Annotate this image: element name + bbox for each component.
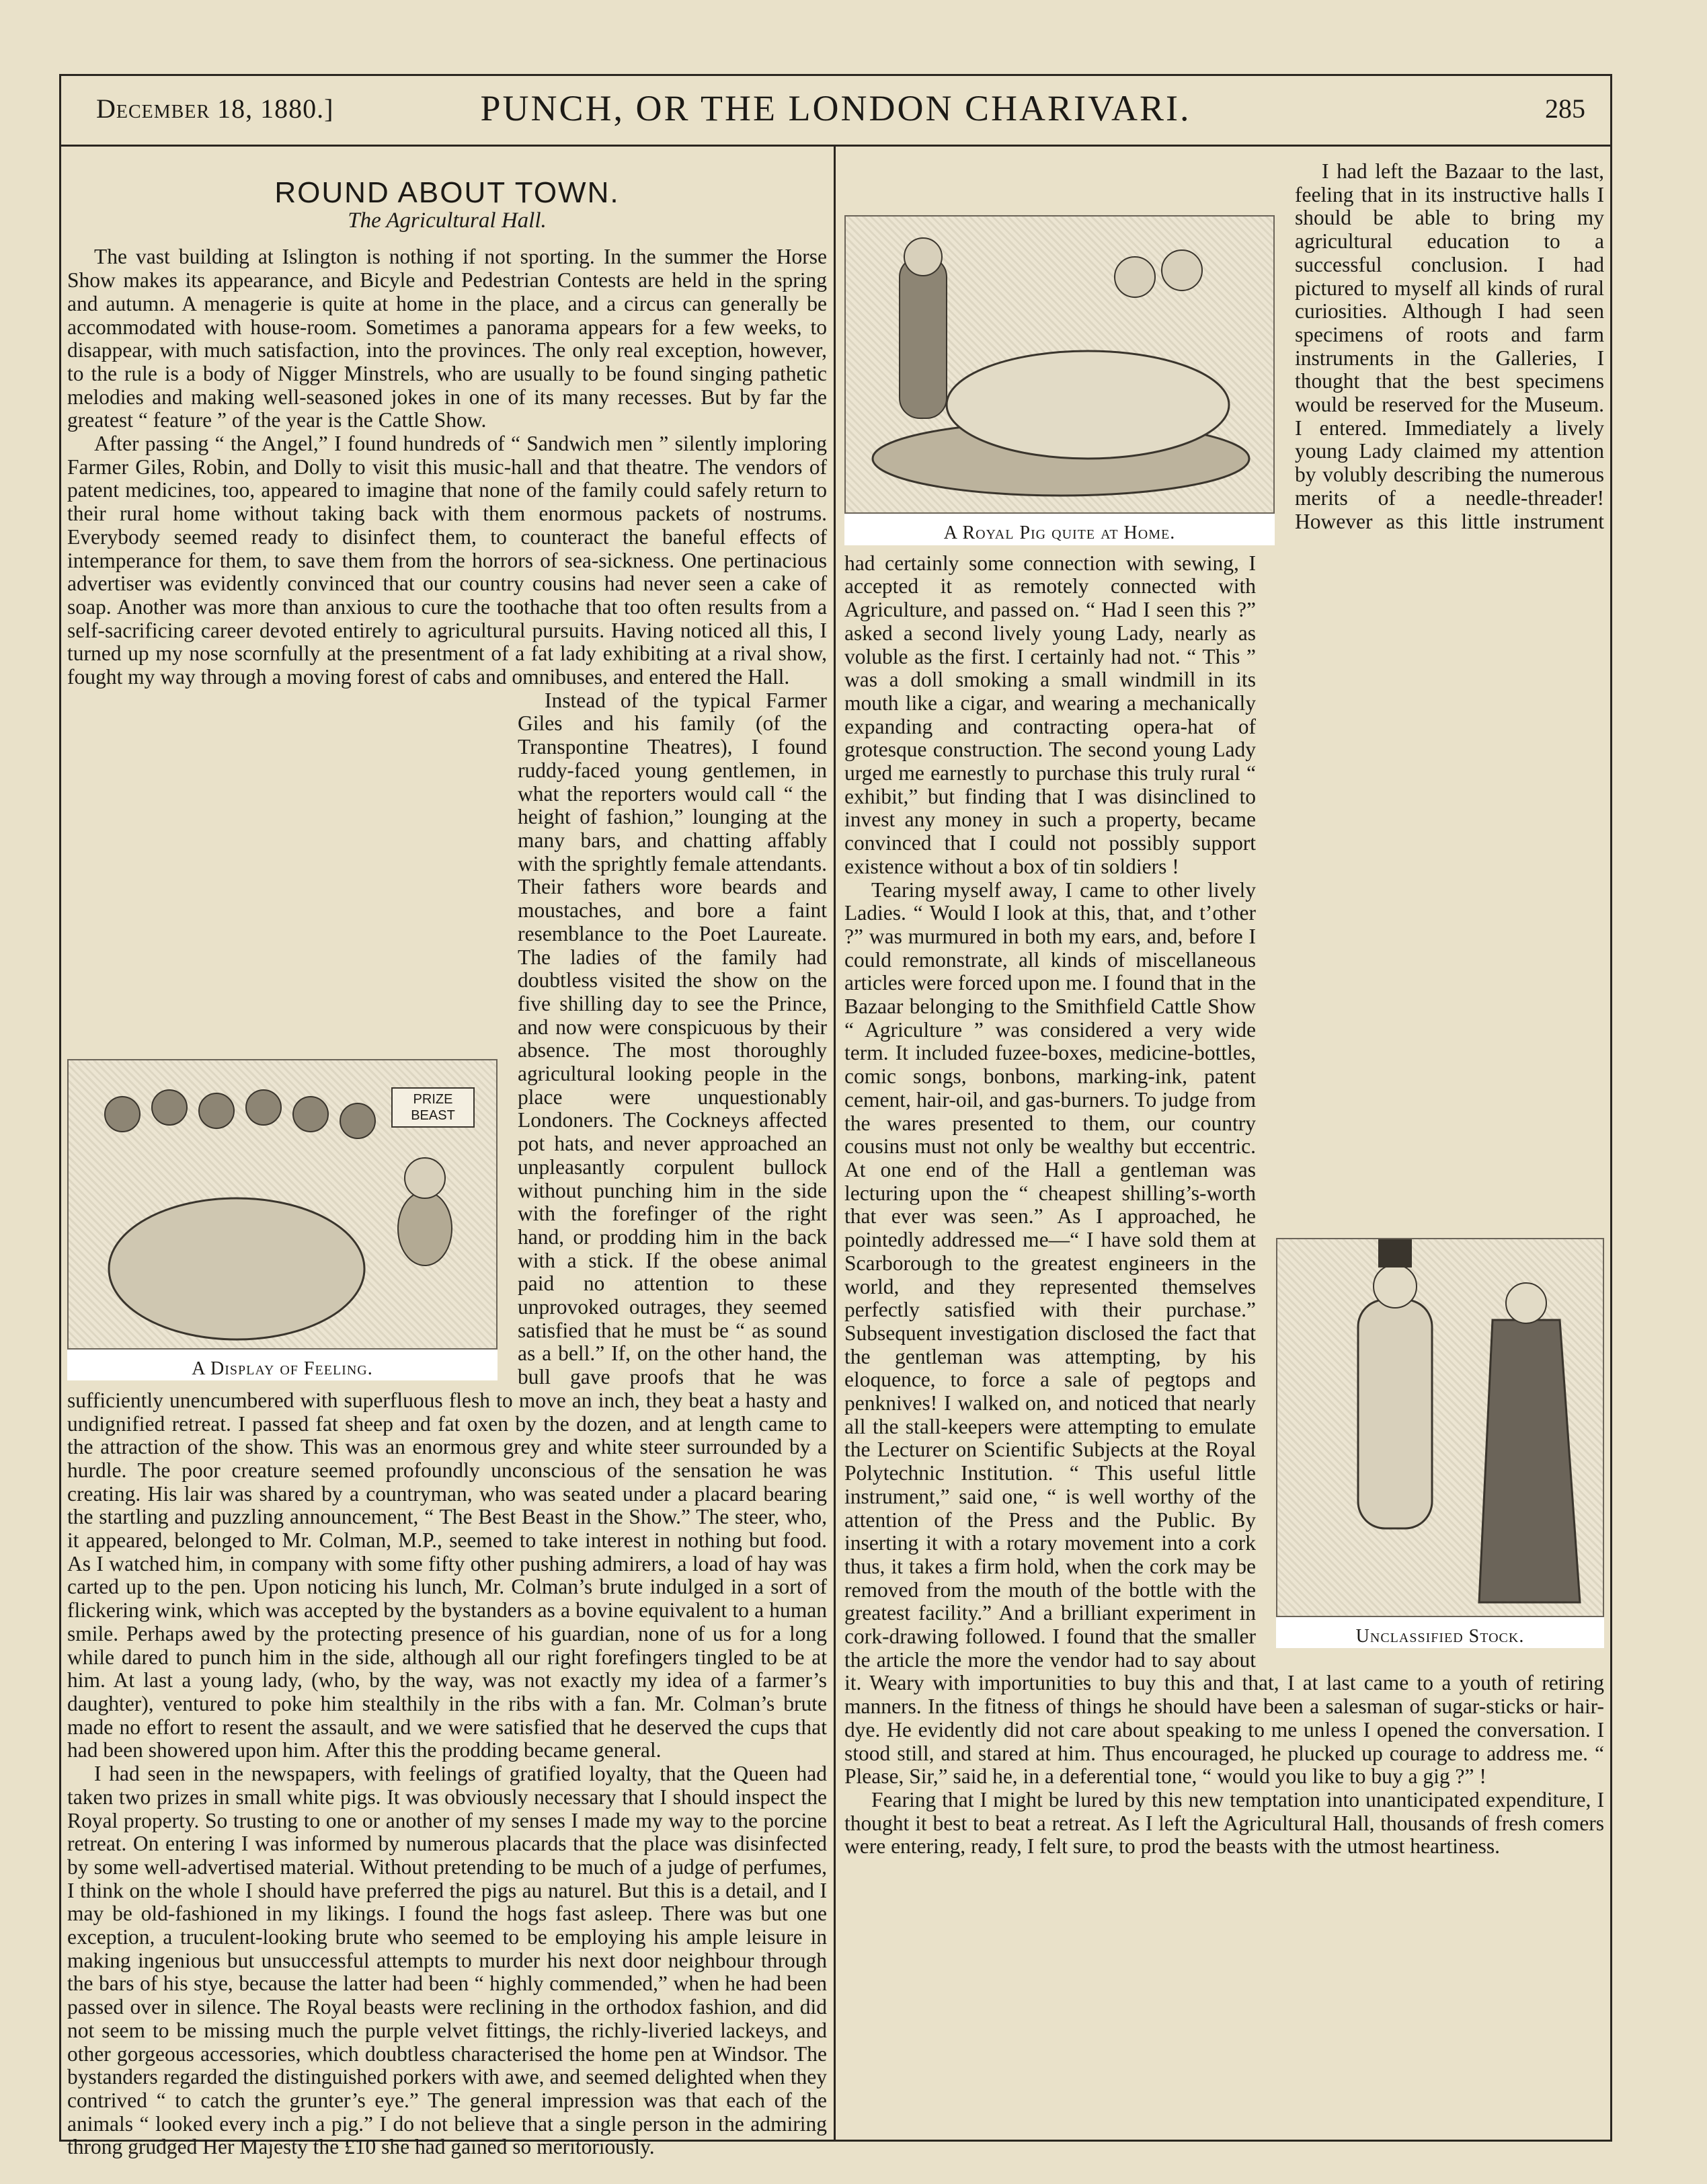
figure-caption: A Display of Feeling. (192, 1358, 373, 1379)
ladies-and-gentleman-engraving-icon (1277, 1239, 1603, 1616)
illustration-display-of-feeling (67, 1059, 498, 1381)
illustration-image (844, 215, 1275, 514)
paragraph: Fearing that I might be lured by this new temptation into unanticipated expenditure, I thought it best to beat a retreat. As I left the Agricultural Hall, thousands of fresh comers were entering, ready, I felt sure, to prod the beasts with the utmost heartiness. (844, 1787, 1604, 1859)
illustration-unclassified-stock (1276, 1238, 1604, 1649)
paragraph: The vast building at Islington is nothing if not sporting. In the summer the Horse Show makes its appearance, and Bicyle and Pedestrian Contests are held in the spring and autumn. A menagerie is quite at home in the place, and a circus can generally be accommodated with house-room. Sometimes a panorama appears for a few weeks, to disappear, with much satisfaction, into the provinces. The only real exception, however, to the rule is a body of Nigger Minstrels, who are usually to be found singing pathetic melodies and making well-seasoned jokes in one of its many recesses. But by far the greatest “ feature ” of the year is the Cattle Show. (67, 245, 827, 432)
illustration-royal-pig (844, 215, 1275, 545)
article-subtitle: The Agricultural Hall. (348, 208, 547, 233)
page-number: 285 (1545, 93, 1585, 124)
royal-pig-engraving-icon (846, 217, 1273, 512)
paragraph: I had left the Bazaar to the last, feeling that in its instructive halls I should be able to bring my agricultural education to a successful conclusion. I had pictured to myself all kinds of rural curiosities. Although I had seen specimens of roots and farm instruments in the Galleries, I thought that the best specimens would be reserved for the Museum. I entered. Immediately a lively young Lady claimed my attention by volubly describing the numerous merits of a needle-threader! However as this little instrument had certainly some connection with sewing, I accepted it as remotely connected with Agriculture, and passed on. “ Had I seen this ?” asked a second lively young Lady, nearly as voluble as the first. I certainly had not. “ This ” was a doll smoking a small windmill in its mouth like a cigar, and wearing a mechanically expanding and contracting opera-hat of grotesque construction. The second young Lady urged me earnestly to purchase this truly rural “ exhibit,” but finding that I was disinclined to invest any money in such a property, became convinced that I could not possibly support existence without a box of tin soldiers ! (844, 159, 1604, 878)
page-header (59, 81, 1612, 133)
paragraph: Instead of the typical Farmer Giles and his family (of the Transpontine Theatres), I found ruddy-faced young gentlemen, in what the reporters would call “ the height of fashion,” lounging at the many bars, and chatting affably with the sprightly female attendants. Their fathers wore beards and moustaches, and bore a faint resemblance to the Poet Laureate. The ladies of the family had doubtless visited the show on the five shilling day to see the Prince, and now were conspicuous by their absence. The most thoroughly agricultural looking people in the place were unquestionably Londoners. The Cockneys affected pot hats, and never approached an unpleasantly corpulent bullock without punching him in the side with the forefinger of the right hand, or prodding him in the back with a stick. If the obese animal paid no attention to these unprovoked outrages, they seemed satisfied that he must be “ as sound as a bell.” If, on the other hand, the bull gave proofs that he was sufficiently unencumbered with superfluous flesh to move an inch, they beat a hasty and undignified retreat. I passed fat sheep and fat oxen by the dozen, and at length came to the attraction of the show. This was an enormous grey and white steer surrounded by a hurdle. The poor creature seemed profoundly unconscious of the sensation he was creating. His lair was shared by a countryman, who was seated under a placard bearing the startling and puzzling announcement, “ The Best Beast in the Show.” The steer, who, it appeared, belonged to Mr. Colman, M.P., seemed to take interest in nothing but food. As I watched him, in company with some fifty other pushing admirers, a load of hay was carted up to the pen. Upon noticing his lunch, Mr. Colman’s brute indulged in a sort of flickering wink, which was accepted by the bystanders as a bovine equivalent to a human smile. Perhaps awed by the protecting presence of his guardian, none of us for a long while dared to punch him in the side, although all our right forefingers tingled to be at him. At last a young lady, (who, by the way, was not exactly my idea of a farmer’s daughter), ventured to poke him stealthily in the ribs with a fan. Mr. Colman’s brute made no effort to resent the assault, and we were satisfied that he deserved the cups that had been showered upon him. After this the prodding became general. (67, 688, 827, 1762)
paragraph: I had seen in the newspapers, with feelings of gratified loyalty, that the Queen had taken two prizes in small white pigs. It was obviously necessary that I should inspect the Royal property. So trusting to one or another of my senses I made my way to the porcine retreat. On entering I was informed by numerous placards that the place was disinfected by some well-advertised material. Without pretending to be much of a judge of perfumes, I think on the whole I should have preferred the pigs au naturel. But this is a detail, and I may be old-fashioned in my likings. I found the hogs fast asleep. There was but one exception, a truculent-looking brute who seemed to be employing his ample leisure in making ingenious but unsuccessful attempts to murder his next door neighbour through the bars of his stye, because the latter had been “ highly commended,” when he had been passed over in silence. The Royal beasts were reclining in the orthodox fashion, and did not seem to be missing much the purple velvet fittings, the richly-liveried lackeys, and other gorgeous accessories, which doubtless characterised the home pen at Windsor. The bystanders regarded the distinguished porkers with awe, and seemed delighted when they contrived “ to catch the grunter’s eye.” The general impression was that each of the animals “ looked every inch a pig.” I do not believe that a single person in the admiring throng grudged Her Majesty the £10 she had gained so meritoriously. (67, 1762, 827, 2159)
illustration-image (67, 1059, 498, 1350)
illustration-image (1276, 1238, 1604, 1617)
prize-beast-placard: PRIZE BEAST (391, 1087, 475, 1128)
masthead: PUNCH, OR THE LONDON CHARIVARI. (480, 88, 1191, 128)
header-rule (59, 145, 1612, 147)
figure-caption: Unclassified Stock. (1355, 1625, 1525, 1647)
article-title: ROUND ABOUT TOWN. (274, 176, 620, 209)
left-column (67, 160, 827, 2159)
paragraph: After passing “ the Angel,” I found hundreds of “ Sandwich men ” silently imploring Farmer Giles, Robin, and Dolly to visit this music-hall and that theatre. The vendors of patent medicines, too, appeared to imagine that none of the family could safely return to their rural home without taking back with them enormous packets of nostrums. Everybody seemed ready to disinfect them, to counteract the baneful effects of intemperance for them, to save them from the horrors of sea-sickness. One pertinacious advertiser was evidently convinced that our country cousins had never seen a cake of soap. Another was more than anxious to cure the toothache that too often results from a self-sacrificing career devoted entirely to agricultural pursuits. Having noticed all this, I turned up my nose scornfully at the presentment of a fat lady exhibiting at a rival show, fought my way through a moving forest of cabs and omnibuses, and entered the Hall. (67, 432, 827, 689)
figure-caption: A Royal Pig quite at Home. (943, 522, 1176, 543)
right-column (844, 160, 1604, 2130)
issue-date: December 18, 1880.] (96, 93, 334, 124)
column-divider (834, 147, 836, 2140)
paragraph: Tearing myself away, I came to other lively Ladies. “ Would I look at this, that, and t’other ?” was murmured in both my ears, and, before I could remonstrate, all kinds of miscellaneous articles were forced upon me. I found that in the Bazaar belonging to the Smithfield Cattle Show “ Agriculture ” was considered a very wide term. It included fuzee-boxes, medicine-bottles, comic songs, bonbons, marking-ink, patent cement, hair-oil, and gas-burners. To judge from the wares presented to them, our country cousins must not only be wealthy but eccentric. At one end of the Hall a gentleman was lecturing upon the “ cheapest shilling’s-worth that ever was seen.” As I approached, he pointedly addressed me—“ I have sold them at Scarborough to the greatest engineers in the world, and they represented themselves perfectly satisfied with their purchase.” Subsequent investigation disclosed the fact that the gentleman was attempting, by his eloquence, to force a sale of pegtops and penknives! I walked on, and noticed that nearly all the stall-keepers were attempting to emulate the Lecturer on Scientific Subjects at the Royal Polytechnic Institution. “ This useful little instrument,” said one, “ is well worthy of the attention of the Press and the Public. By inserting it with a rotary movement into a cork thus, it takes a firm hold, when the cork may be removed from the mouth of the bottle with the greatest facility.” And a brilliant experiment in cork-drawing followed. I found that the smaller the article the more the vendor had to say about it. Weary with importunities to buy this and that, I at last came to a youth of retiring manners. In the fitness of things he should have been a salesman of sugar-sticks or hair-dye. He evidently did not care about speaking to me unless I opened the conversation. I stood still, and stared at him. Thus encouraged, he plucked up courage to address me. “ Please, Sir,” said he, in a deferential tone, “ would you like to buy a gig ?” ! (844, 878, 1604, 1789)
